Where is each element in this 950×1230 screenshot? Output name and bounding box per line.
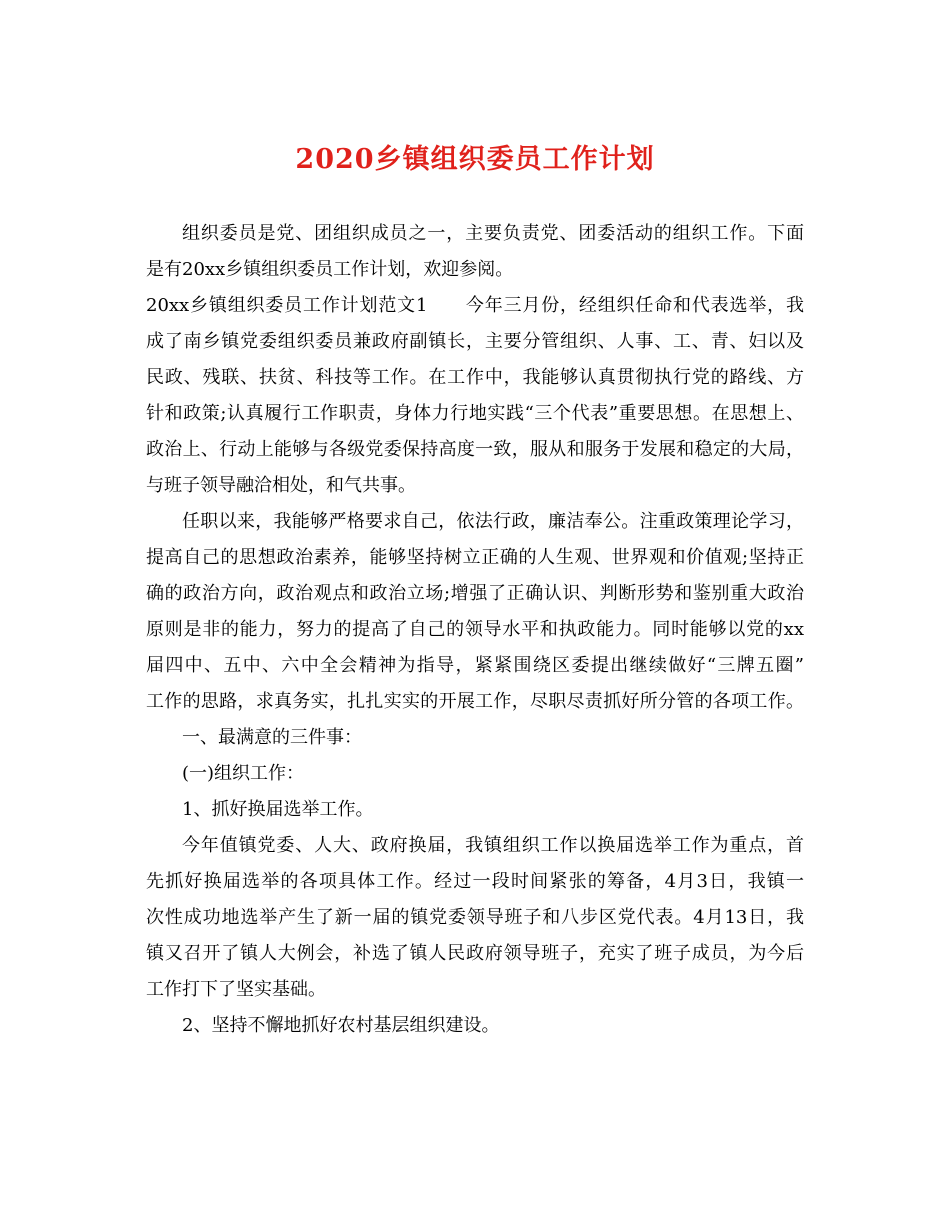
paragraph-line: 次性成功地选举产生了新一届的镇党委领导班子和八步区党代表。4月13日，我 xyxy=(146,907,804,928)
document-body xyxy=(146,216,816,1044)
paragraph-line: 届四中、五中、六中全会精神为指导，紧紧围绕区委提出继续做好“三牌五圈” xyxy=(146,655,804,676)
paragraph-line: 先抓好换届选举的各项具体工作。经过一段时间紧张的筹备，4月3日，我镇一 xyxy=(146,871,804,892)
document-title: 2020乡镇组织委员工作计划 xyxy=(295,144,655,175)
paragraph-line: 民政、残联、扶贫、科技等工作。在工作中，我能够认真贯彻执行党的路线、方 xyxy=(146,367,804,388)
paragraph-line: 政治上、行动上能够与各级党委保持高度一致，服从和服务于发展和稳定的大局， xyxy=(146,439,804,460)
paragraph-line: 任职以来，我能够严格要求自己，依法行政，廉洁奉公。注重政策理论学习， xyxy=(182,511,804,532)
paragraph-line: 组织委员是党、团组织成员之一，主要负责党、团委活动的组织工作。下面 xyxy=(182,223,804,244)
paragraph-line: 成了南乡镇党委组织委员兼政府副镇长，主要分管组织、人事、工、青、妇以及 xyxy=(146,331,804,352)
paragraph-line: 1、抓好换届选举工作。 xyxy=(182,799,374,820)
paragraph-line: 原则是非的能力，努力的提高了自己的领导水平和执政能力。同时能够以党的xx xyxy=(146,619,804,640)
paragraph-line: 20xx乡镇组织委员工作计划范文1 今年三月份，经组织任命和代表选举，我 xyxy=(146,295,804,316)
paragraph-line: 确的政治方向，政治观点和政治立场;增强了正确认识、判断形势和鉴别重大政治 xyxy=(146,583,804,604)
paragraph-line: 工作打下了坚实基础。 xyxy=(146,979,326,1000)
paragraph-line: 是有20xx乡镇组织委员工作计划，欢迎参阅。 xyxy=(146,259,514,280)
paragraph-line: 一、最满意的三件事： xyxy=(182,727,362,748)
paragraph-line: 提高自己的思想政治素养，能够坚持树立正确的人生观、世界观和价值观;坚持正 xyxy=(146,547,804,568)
paragraph-line: 针和政策;认真履行工作职责，身体力行地实践“三个代表”重要思想。在思想上、 xyxy=(146,403,804,424)
paragraph-line: 与班子领导融洽相处，和气共事。 xyxy=(146,475,416,496)
paragraph-line: 2、坚持不懈地抓好农村基层组织建设。 xyxy=(182,1015,500,1036)
paragraph-line: 镇又召开了镇人大例会，补选了镇人民政府领导班子，充实了班子成员，为今后 xyxy=(146,943,804,964)
paragraph-line: 工作的思路，求真务实，扎扎实实的开展工作，尽职尽责抓好所分管的各项工作。 xyxy=(146,691,804,712)
paragraph-line: 今年值镇党委、人大、政府换届，我镇组织工作以换届选举工作为重点，首 xyxy=(182,835,804,856)
paragraph-line: (一)组织工作： xyxy=(182,763,305,784)
